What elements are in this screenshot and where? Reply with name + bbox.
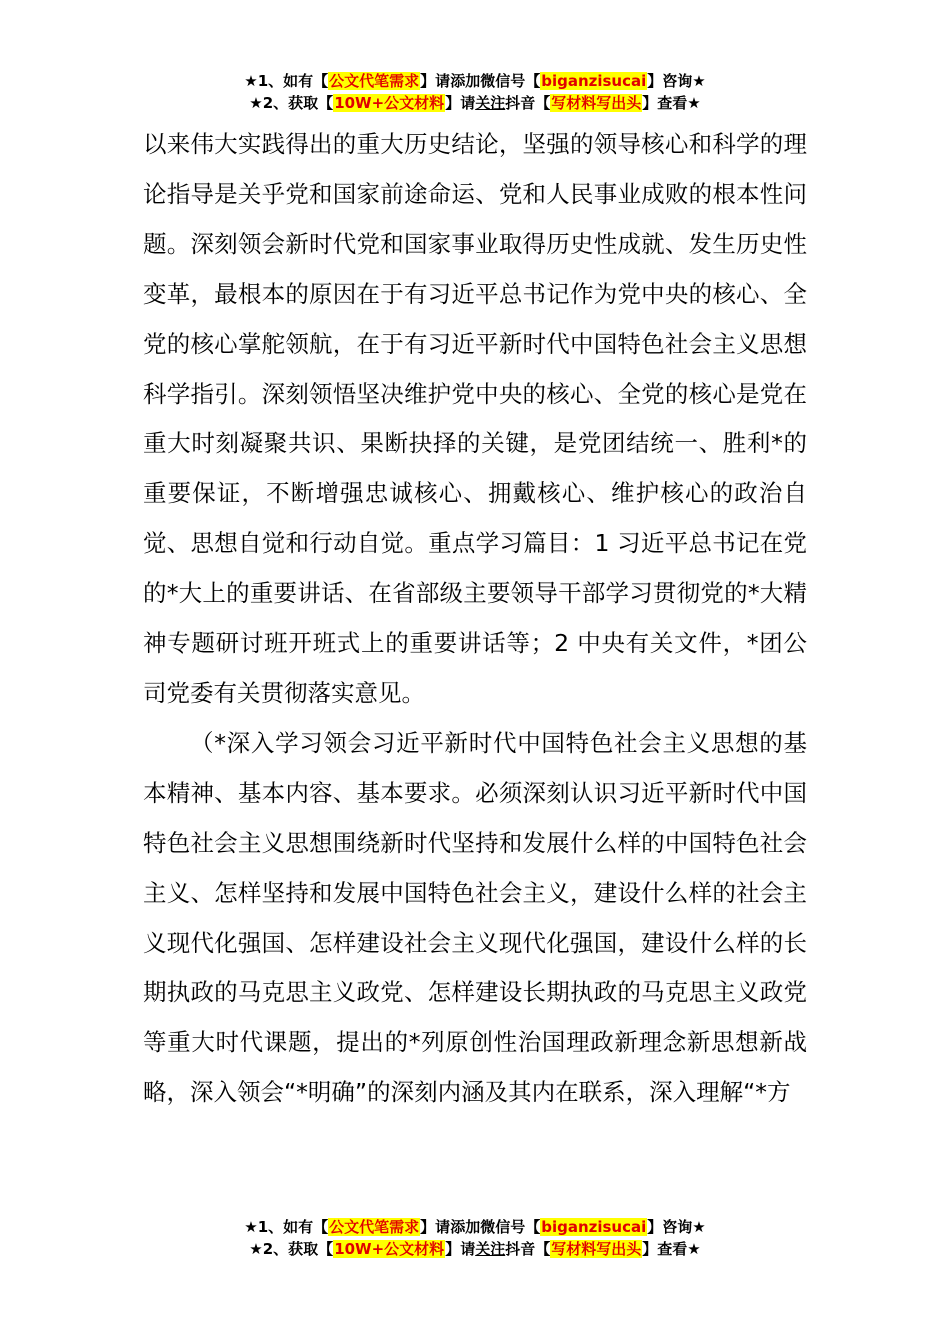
footer-highlight-materials: 10W+公文材料 [334, 1240, 445, 1258]
footer-banner [0, 1216, 950, 1260]
highlight-douyin: 写材料写出头 [551, 94, 642, 112]
highlight-wechat-id: biganzisucai [541, 72, 647, 90]
highlight-service: 公文代笔需求 [329, 72, 420, 90]
paragraph-2: （*深入学习领会习近平新时代中国特色社会主义思想的基本精神、基本内容、基本要求。必须深刻认识习近平新时代中国特色社会主义思想围绕新时代坚持和发展什么样的中国特色社会主义、怎样坚持和发展中国特色社会主义，建设什么样的社会主义现代化强国、怎样建设社会主义现代化强国，建设什么样的长期执政的马克思主义政党、怎样建设长期执政的马克思主义政党等重大时代课题，提出的*列原创性治国理政新理念新思想新战略，深入领会“*明确”的深刻内涵及其内在联系，深入理解“*方 [143, 728, 807, 1107]
header-banner [0, 70, 950, 114]
highlight-materials: 10W+公文材料 [334, 94, 445, 112]
footer-highlight-douyin: 写材料写出头 [551, 1240, 642, 1258]
document-body [143, 120, 807, 1118]
footer-line-2: ★2、获取【10W+公文材料】请关注抖音【写材料写出头】查看★ [249, 1240, 701, 1258]
footer-highlight-wechat-id: biganzisucai [541, 1218, 647, 1236]
paragraph-1: 以来伟大实践得出的重大历史结论，坚强的领导核心和科学的理论指导是关乎党和国家前途命运、党和人民事业成败的根本性问题。深刻领会新时代党和国家事业取得历史性成就、发生历史性变革，最根本的原因在于有习近平总书记作为党中央的核心、全党的核心掌舵领航，在于有习近平新时代中国特色社会主义思想科学指引。深刻领悟坚决维护党中央的核心、全党的核心是党在重大时刻凝聚共识、果断抉择的关键，是党团结统一、胜利*的重要保证，不断增强忠诚核心、拥戴核心、维护核心的政治自觉、思想自觉和行动自觉。重点学习篇目：1 习近平总书记在党的*大上的重要讲话、在省部级主要领导干部学习贯彻党的*大精神专题研讨班开班式上的重要讲话等；2 中央有关文件，*团公司党委有关贯彻落实意见。 [143, 130, 807, 707]
footer-highlight-service: 公文代笔需求 [329, 1218, 420, 1236]
banner-line-1: ★1、如有【公文代笔需求】请添加微信号【biganzisucai】咨询★ [244, 72, 706, 90]
footer-line-1: ★1、如有【公文代笔需求】请添加微信号【biganzisucai】咨询★ [244, 1218, 706, 1236]
banner-line-2: ★2、获取【10W+公文材料】请关注抖音【写材料写出头】查看★ [249, 94, 701, 112]
